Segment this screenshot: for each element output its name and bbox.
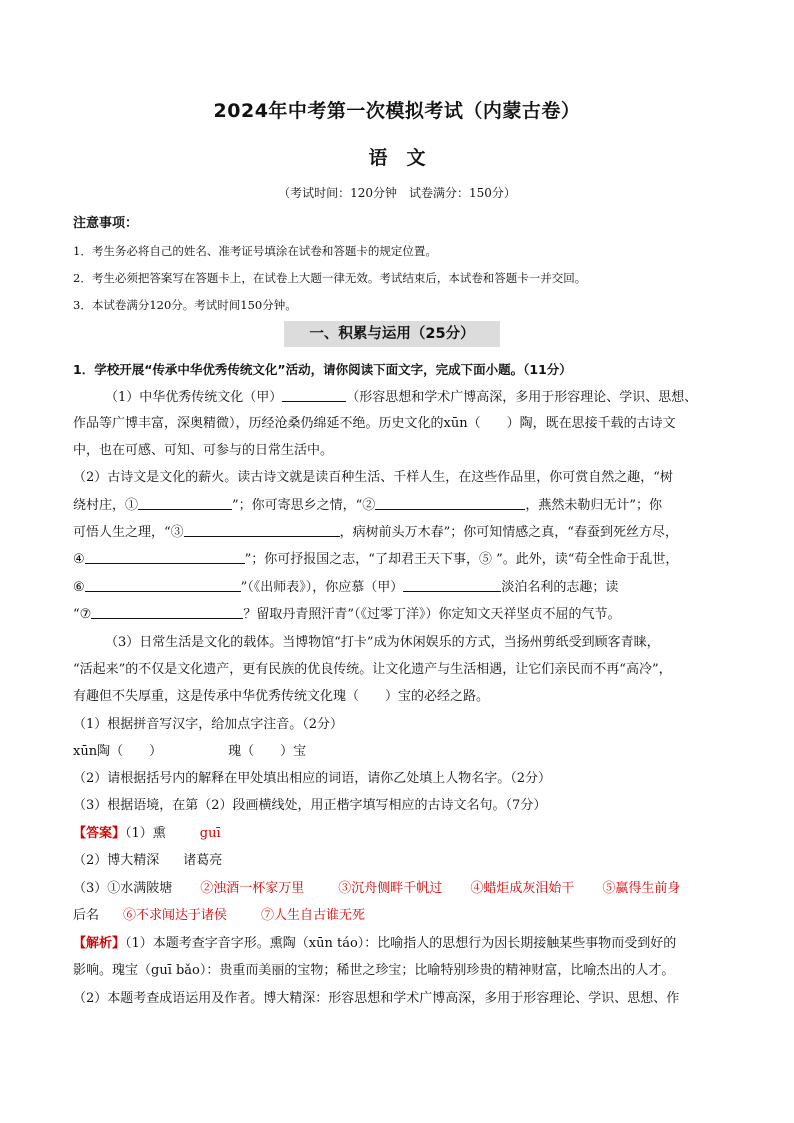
analysis-line — [73, 932, 676, 951]
text-span: ”（《出师表》），你应慕（甲） — [240, 580, 404, 595]
text-span: （1）熏 — [125, 826, 166, 841]
question-title: 1．学校开展“传承中华优秀传统文化”活动，请你阅读下面文字，完成下面小题。（11分） — [73, 362, 572, 377]
text-span: 绕村庄，① — [73, 498, 139, 513]
text-span: ⑦人生自古谁无死 — [261, 908, 366, 923]
paragraph-2-line — [73, 521, 678, 540]
note-item: 1．考生务必将自己的姓名、准考证号填涂在试卷和答题卡的规定位置。 — [73, 244, 437, 258]
answer-tag: 【答案】 — [73, 826, 126, 841]
exam-meta: （考试时间：120分钟 试卷满分：150分） — [278, 186, 516, 200]
paragraph-2-line — [73, 603, 620, 622]
subject-title: 语 文 — [368, 147, 426, 169]
paragraph-2-line — [73, 576, 618, 595]
answer-blank — [85, 579, 241, 592]
text-span: ”；你可寄思乡之情，“② — [232, 498, 376, 513]
analysis-line: （2）本题考查成语运用及作者。博大精深：形容思想和学术广博高深，多用于形容理论、学识、思想、作 — [73, 991, 680, 1006]
text-span: （2）博大精深 — [73, 853, 160, 868]
text-span: ⑥ — [73, 580, 85, 595]
text-span: 可悟人生之理，“③ — [73, 525, 184, 540]
answer-line — [73, 849, 222, 868]
sub-question-2: （2）请根据括号内的解释在甲处填出相应的词语，请你乙处填上人物名字。（2分） — [73, 771, 552, 786]
paragraph-3-line: 有趣但不失厚重，这是传承中华优秀传统文化瑰（ ）宝的必经之路。 — [73, 689, 490, 704]
answer-line — [73, 822, 221, 841]
text-span: ，燕然未勒归无计”；你 — [525, 498, 662, 513]
text-span: ②浊酒一杯家万里 — [200, 881, 305, 896]
text-span: 后名 — [73, 908, 100, 923]
text-span: guī — [199, 826, 221, 841]
paragraph-2-line — [73, 494, 662, 513]
analysis-tag: 【解析】 — [73, 936, 126, 951]
answer-blank — [403, 579, 501, 592]
text-span: ⑤赢得生前身 — [602, 881, 681, 896]
answer-line — [73, 877, 680, 896]
text-span: （形容思想和学术广博高深，多用于形容理论、学识、思想、 — [346, 390, 698, 405]
answer-blank — [375, 497, 525, 510]
text-span: ，病树前头万木春”；你可知情感之真，“春蚕到死丝方尽， — [339, 525, 678, 540]
paragraph-1-line: 中，也在可感、可知、可参与的日常生活中。 — [73, 443, 334, 458]
text-span: ③沉舟侧畔千帆过 — [338, 881, 443, 896]
paragraph-1-line: 作品等广博丰富，深奥精微），历经沧桑仍绵延不绝。历史文化的xūn（ ）陶，既在思接千载的古诗文 — [73, 416, 676, 431]
paragraph-3-line: “活起来”的不仅是文化遗产，更有民族的优良传统。让文化遗产与生活相遇，让它们亲民而不再“高冷”， — [73, 662, 672, 677]
text-span: ？留取丹青照汗青”（《过零丁洋》）你定知文天祥坚贞不屈的气节。 — [243, 607, 621, 622]
exam-title: 2024年中考第一次模拟考试（内蒙古卷） — [213, 100, 581, 122]
paragraph-2-line: （2）古诗文是文化的薪火。读古诗文就是读百种生活、千样人生，在这些作品里，你可赏自然之趣，“树 — [73, 470, 673, 485]
sub-question-1: （1）根据拼音写汉字，给加点字注音。（2分） — [73, 717, 344, 732]
text-span: （1）本题考查字音字形。熏陶（xūn táo）：比喻指人的思想行为因长期接触某些事物而受到好的 — [125, 936, 677, 951]
note-item: 3．本试卷满分120分。考试时间150分钟。 — [73, 298, 297, 312]
paragraph-3-line: （3）日常生活是文化的载体。当博物馆“打卡”成为休闲娱乐的方式，当扬州剪纸受到顾客青睐， — [105, 635, 660, 650]
answer-blank — [91, 606, 243, 619]
sub-question-3: （3）根据语境，在第（2）段画横线处，用正楷字填写相应的古诗文名句。（7分） — [73, 798, 547, 813]
text-span: ④ — [73, 552, 85, 567]
section-heading: 一、积累与运用（25分） — [284, 321, 500, 347]
text-span: xūn陶（ ） — [73, 744, 163, 759]
text-span: “⑦ — [73, 607, 92, 622]
answer-blank — [85, 551, 245, 564]
text-span: ④蜡炬成灰泪始干 — [470, 881, 575, 896]
text-span: （1）中华优秀传统文化（甲） — [105, 390, 283, 405]
text-span: 淡泊名利的志趣；读 — [501, 580, 619, 595]
paragraph-2-line — [73, 548, 678, 567]
answer-blank — [138, 497, 232, 510]
note-item: 2．考生必须把答案写在答题卡上，在试卷上大题一律无效。考试结束后，本试卷和答题卡一并交回。 — [73, 271, 587, 285]
answer-line — [73, 904, 365, 923]
answer-blank — [184, 524, 340, 537]
analysis-line: 影响。瑰宝（guī bǎo）：贵重而美丽的宝物；稀世之珍宝；比喻特别珍贵的精神财富，比喻杰出的人才。 — [73, 963, 675, 978]
text-span: 瑰（ ）宝 — [228, 744, 307, 759]
paragraph-1-line — [105, 386, 697, 405]
notes-heading: 注意事项： — [73, 216, 139, 231]
answer-blank — [282, 389, 346, 402]
text-span: ⑥不求闻达于诸侯 — [123, 908, 228, 923]
text-span: 诸葛亮 — [183, 853, 223, 868]
text-span: （3）①水满陂塘 — [73, 881, 173, 896]
text-span: ”；你可抒报国之志，“了却君王天下事，⑤ ”。此外，读“苟全性命于乱世， — [244, 552, 679, 567]
sub-question-1-blanks — [73, 740, 306, 759]
